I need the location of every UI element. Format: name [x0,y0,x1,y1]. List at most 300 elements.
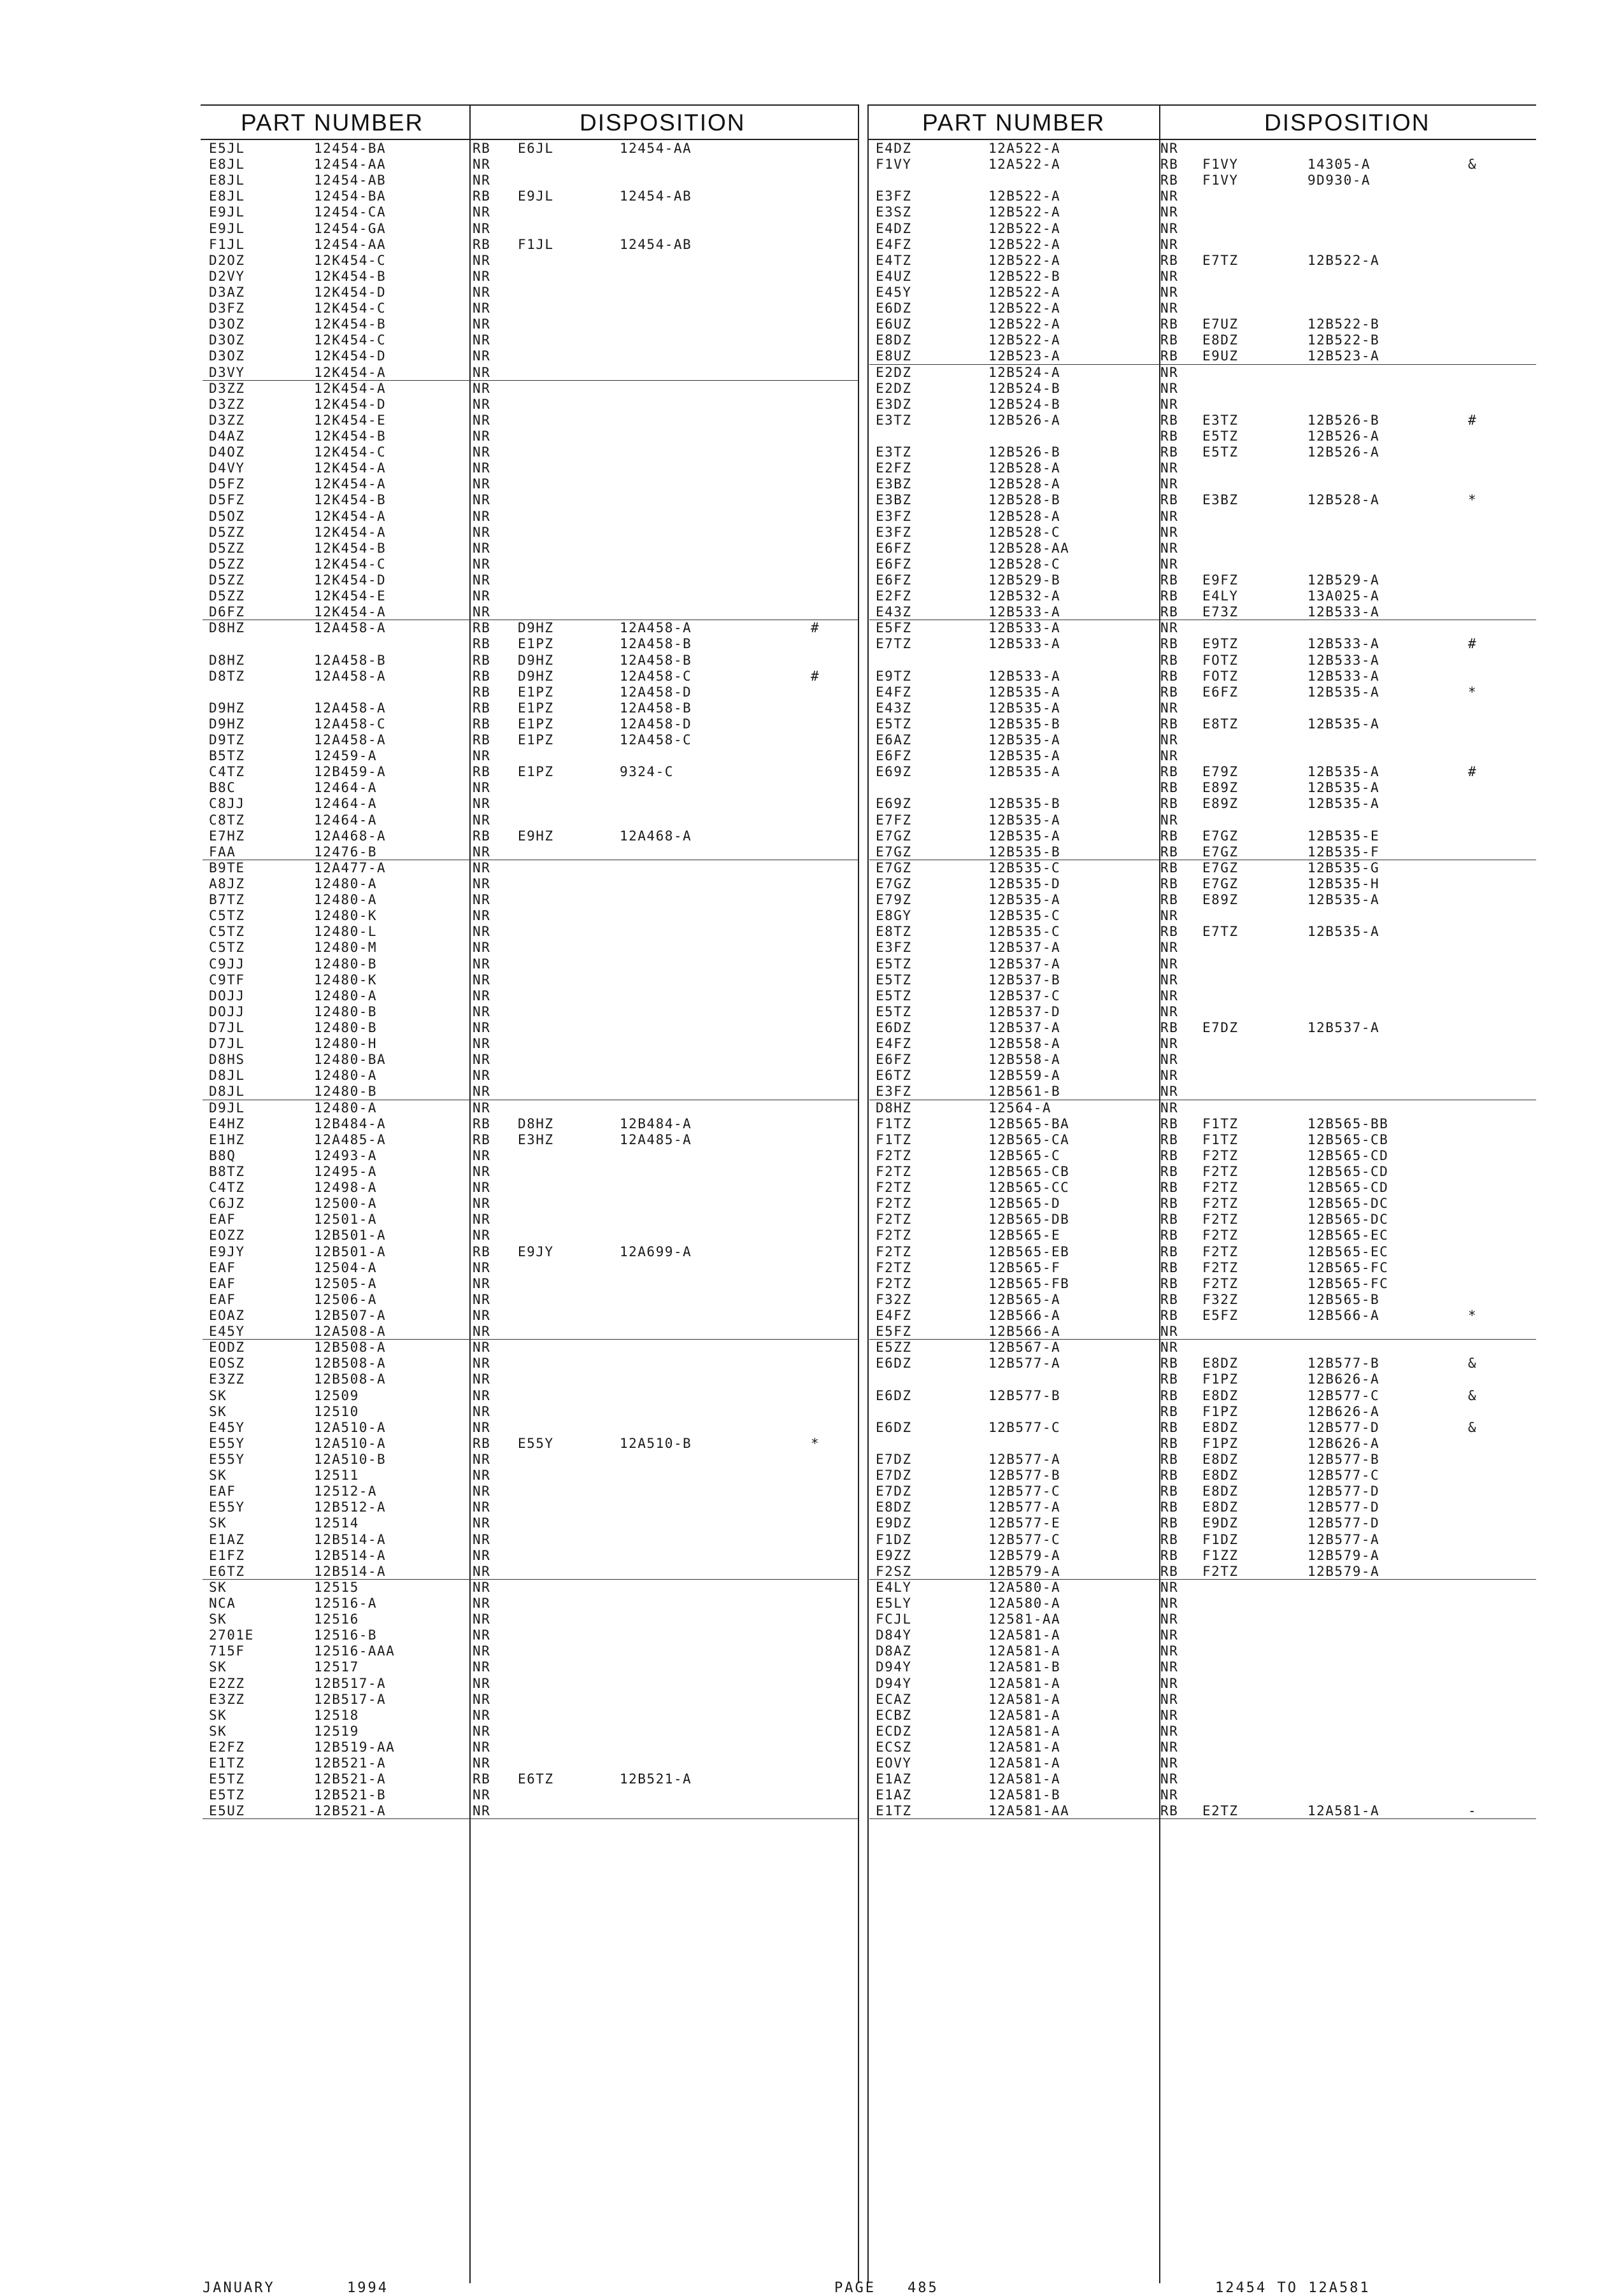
part-prefix: E2FZ [876,588,912,604]
part-prefix: E9JY [209,1244,245,1259]
replacement-number: 12A458-C [620,732,692,748]
part-number: 12454-GA [314,220,387,236]
part-number: 12B566-A [988,1324,1061,1340]
disposition-code: RB [473,236,491,252]
table-row [203,444,858,460]
part-prefix: E9JL [209,204,245,220]
replacement-prefix: E3HZ [518,1131,554,1147]
part-number: 12K454-C [314,556,387,572]
part-prefix: E4TZ [876,252,912,268]
replacement-prefix: E9DZ [1202,1515,1239,1531]
disposition-code: RB [1160,1196,1179,1212]
table-row [869,844,1536,860]
footer-range: 12454 TO 12A581 [1215,2280,1371,2296]
replacement-prefix: E1PZ [518,764,554,780]
part-prefix: EAF [209,1291,236,1307]
part-number: 12B526-B [988,444,1061,460]
disposition-code: RB [1160,332,1179,348]
disposition-code: NR [1160,524,1179,540]
part-number: 12510 [314,1403,359,1419]
part-number: 12B522-A [988,316,1061,332]
part-prefix: E7GZ [876,876,912,892]
disposition-code: NR [1160,1612,1179,1627]
replacement-prefix: E89Z [1202,892,1239,908]
disposition-code: NR [473,1275,491,1291]
replacement-number: 12B535-A [1307,796,1380,812]
table-row [869,1180,1536,1196]
table-row [869,413,1536,429]
part-number: 12A581-A [988,1739,1061,1755]
part-prefix: DOJJ [209,988,245,1003]
disposition-code: NR [473,301,491,316]
part-number: 12B508-A [314,1340,387,1356]
replacement-number: 12B535-A [1307,764,1380,780]
table-row [203,1212,858,1228]
part-number: 12B565-CB [988,1164,1070,1179]
part-number: 12480-K [314,972,378,988]
table-row [203,812,858,828]
table-row [203,1659,858,1675]
disposition-code: NR [1160,540,1179,556]
disposition-code: NR [473,908,491,924]
replacement-number: 12B535-A [1307,780,1380,796]
disposition-code: NR [1160,1324,1179,1340]
part-number: 12B577-B [988,1387,1061,1403]
table-row [869,764,1536,780]
disposition-code: NR [473,1675,491,1691]
disposition-code: NR [1160,812,1179,828]
part-number: 12516-AAA [314,1643,395,1659]
disposition-code: NR [473,396,491,412]
table-row [203,1052,858,1068]
disposition-code: NR [473,1371,491,1387]
part-number: 12B522-A [988,252,1061,268]
part-prefix: ECAZ [876,1691,912,1707]
table-row [203,620,858,636]
part-prefix: E4DZ [876,220,912,236]
part-prefix: D8AZ [876,1643,912,1659]
replacement-prefix: F2TZ [1202,1563,1239,1579]
table-row [203,1676,858,1692]
part-number: 12581-AA [988,1612,1061,1627]
disposition-code: RB [1160,1563,1179,1579]
replacement-prefix: E2TZ [1202,1803,1239,1819]
part-prefix: B9TE [209,860,245,875]
replacement-number: 12B533-A [1307,652,1380,668]
part-prefix: D5ZZ [209,540,245,556]
part-prefix: E6FZ [876,556,912,572]
part-prefix: D3OZ [209,332,245,348]
part-prefix: E4FZ [876,1036,912,1052]
part-prefix: D84Y [876,1627,912,1643]
table-row [869,332,1536,348]
replacement-prefix: F2TZ [1202,1196,1239,1212]
replacement-prefix: F1PZ [1202,1403,1239,1419]
disposition-code: NR [473,1307,491,1323]
part-number: 12480-B [314,1084,378,1100]
part-number: 12B565-D [988,1196,1061,1212]
part-number: 12B521-A [314,1755,387,1771]
part-prefix: 715F [209,1643,245,1659]
part-prefix: C9TF [209,972,245,988]
part-number: 12B565-E [988,1228,1061,1244]
part-prefix: D94Y [876,1675,912,1691]
disposition-code: NR [473,1403,491,1419]
part-number: 12514 [314,1515,359,1531]
table-row [869,860,1536,876]
part-number: 12A458-A [314,700,387,716]
replacement-prefix: F1JL [518,236,554,252]
part-number: 12K454-B [314,268,387,284]
disposition-code: RB [473,141,491,156]
disposition-code: NR [473,1180,491,1196]
part-number: 12A581-AA [988,1803,1070,1819]
replacement-prefix: FOTZ [1202,668,1239,684]
table-row [869,669,1536,684]
disposition-code: NR [473,1515,491,1531]
replacement-number: 12B565-CD [1307,1147,1389,1163]
table-row [869,956,1536,972]
disposition-code: NR [473,220,491,236]
part-prefix: E4DZ [876,141,912,156]
disposition-code: NR [1160,508,1179,524]
part-number: 12A510-A [314,1419,387,1435]
disposition-code: NR [473,1020,491,1036]
part-prefix: E5TZ [876,988,912,1003]
table-row [869,1132,1536,1148]
table-row [869,1228,1536,1244]
part-prefix: E2ZZ [209,1675,245,1691]
replacement-prefix: F1VY [1202,173,1239,188]
disposition-code: RB [1160,716,1179,732]
part-number: 12B529-B [988,572,1061,588]
disposition-code: RB [1160,796,1179,812]
replacement-number: 12B565-DC [1307,1196,1389,1212]
table-row [869,1388,1536,1404]
part-prefix: F2TZ [876,1259,912,1275]
part-prefix: SK [209,1387,227,1403]
replacement-prefix: E1PZ [518,700,554,716]
disposition-code: NR [473,1531,491,1547]
part-number: 12516 [314,1612,359,1627]
part-prefix: E4FZ [876,236,912,252]
table-row [869,1340,1536,1356]
disposition-code: NR [1160,940,1179,956]
disposition-code: RB [1160,1164,1179,1179]
part-number: 12480-B [314,956,378,972]
part-number: 12B537-A [988,956,1061,972]
part-prefix: B8C [209,780,236,796]
part-prefix: ECSZ [876,1739,912,1755]
table-row [869,796,1536,812]
part-number: 12K454-D [314,348,387,364]
part-number: 12K454-A [314,508,387,524]
part-number: 12512-A [314,1484,378,1499]
disposition-code: NR [1160,1675,1179,1691]
disposition-code: RB [1160,1228,1179,1244]
table-row [869,1116,1536,1132]
disposition-code: NR [473,956,491,972]
disposition-code: NR [1160,732,1179,748]
table-row [869,1020,1536,1036]
replacement-number: 12B535-A [1307,716,1380,732]
part-number: 12B565-C [988,1147,1061,1163]
disposition-code: RB [1160,1275,1179,1291]
table-row [203,1100,858,1116]
part-number: 12B535-B [988,844,1061,860]
table-row [203,525,858,541]
part-prefix: E1TZ [876,1803,912,1819]
disposition-code: NR [1160,364,1179,380]
disposition-code: NR [473,268,491,284]
replacement-prefix: E8DZ [1202,1451,1239,1467]
replacement-number: 13A025-A [1307,588,1380,604]
replacement-number: 12A485-A [620,1131,692,1147]
part-number: 12515 [314,1579,359,1595]
part-number: 12B577-C [988,1531,1061,1547]
part-prefix: SK [209,1659,227,1675]
disposition-code: NR [473,348,491,364]
disposition-code: RB [473,684,491,700]
part-number: 12B565-FB [988,1275,1070,1291]
note-mark: # [1468,412,1478,428]
table-row [869,1692,1536,1708]
table-row [203,716,858,732]
table-row [203,860,858,876]
disposition-code: RB [1160,1212,1179,1228]
part-prefix: E5FZ [876,620,912,636]
table-row [203,924,858,940]
table-row [203,1356,858,1371]
part-number: 12A477-A [314,860,387,875]
part-prefix: E5TZ [209,1771,245,1787]
part-prefix: E8JL [209,157,245,173]
replacement-number: 12B565-CB [1307,1131,1389,1147]
part-prefix: E5JL [209,141,245,156]
disposition-code: NR [473,1356,491,1371]
part-prefix: E5FZ [876,1324,912,1340]
table-row [203,1180,858,1196]
part-number: 12A581-A [988,1643,1061,1659]
part-number: 12B521-A [314,1803,387,1819]
part-prefix: E7TZ [876,636,912,652]
disposition-code: NR [473,316,491,332]
part-prefix: E3ZZ [209,1691,245,1707]
table-row [203,556,858,572]
part-number: 12B535-A [988,764,1061,780]
replacement-prefix: E7GZ [1202,828,1239,844]
part-prefix: E6FZ [876,1052,912,1068]
disposition-code: NR [473,588,491,604]
part-number: 12K454-A [314,604,387,620]
table-row [869,732,1536,748]
part-number: 12516-B [314,1627,378,1643]
table-row [869,588,1536,604]
part-prefix: E55Y [209,1451,245,1467]
table-row [203,1068,858,1084]
replacement-prefix: E8DZ [1202,1468,1239,1484]
part-prefix: E6FZ [876,748,912,764]
note-mark: & [1468,1356,1478,1371]
part-number: 12B565-F [988,1259,1061,1275]
table-row [203,892,858,908]
table-row [869,237,1536,253]
table-row [203,316,858,332]
part-number: 12B522-A [988,220,1061,236]
table-row [869,285,1536,301]
part-number: 12454-AA [314,157,387,173]
disposition-code: NR [1160,972,1179,988]
table-row [869,1436,1536,1452]
disposition-code: NR [473,1340,491,1356]
part-prefix: E5LY [876,1595,912,1611]
part-number: 12B524-B [988,380,1061,396]
part-number: 12504-A [314,1259,378,1275]
part-number: 12519 [314,1723,359,1739]
table-row [869,988,1536,1004]
part-prefix: C5TZ [209,924,245,940]
part-prefix: E5TZ [209,1787,245,1803]
disposition-code: RB [473,636,491,652]
disposition-code: NR [473,1212,491,1228]
table-row [203,1755,858,1771]
part-prefix: E3FZ [876,940,912,956]
disposition-code: NR [1160,700,1179,716]
part-prefix: D3FZ [209,301,245,316]
left-part-number-header: PART NUMBER [241,110,424,136]
disposition-code: NR [473,428,491,444]
table-row [203,413,858,429]
table-row [203,476,858,492]
part-prefix: C4TZ [209,1180,245,1196]
disposition-code: RB [1160,1371,1179,1387]
part-number: 12B565-BA [988,1116,1070,1131]
part-number: 12B577-E [988,1515,1061,1531]
part-number: 12B528-B [988,492,1061,508]
part-number: 12B526-A [988,412,1061,428]
part-number: 12B566-A [988,1307,1061,1323]
replacement-number: 12A458-B [620,636,692,652]
replacement-prefix: E7GZ [1202,844,1239,860]
table-row [869,1580,1536,1596]
disposition-code: NR [473,1052,491,1068]
table-row [869,1803,1536,1819]
part-number: 12B579-A [988,1563,1061,1579]
part-number: 12K454-A [314,524,387,540]
replacement-prefix: E8DZ [1202,1499,1239,1515]
part-prefix: E5TZ [876,956,912,972]
part-prefix: E55Y [209,1499,245,1515]
disposition-code: NR [473,860,491,875]
table-row [869,204,1536,220]
disposition-code: NR [1160,1052,1179,1068]
table-row [869,1356,1536,1371]
header-rule-left [201,139,858,140]
disposition-code: NR [1160,956,1179,972]
disposition-code: NR [1160,1595,1179,1611]
part-prefix: EAF [209,1275,236,1291]
disposition-code: NR [473,844,491,860]
part-number: 12518 [314,1707,359,1723]
disposition-code: RB [1160,876,1179,892]
replacement-prefix: E3TZ [1202,412,1239,428]
replacement-number: 12B579-A [1307,1547,1380,1563]
part-prefix: E7GZ [876,844,912,860]
table-row [869,1260,1536,1276]
table-row [203,876,858,892]
disposition-code: NR [473,876,491,892]
table-row [203,1196,858,1212]
replacement-prefix: E6TZ [518,1771,554,1787]
part-number: 12480-A [314,876,378,892]
disposition-code: RB [1160,1468,1179,1484]
replacement-number: 12B626-A [1307,1435,1380,1451]
part-number: 12K454-A [314,476,387,492]
disposition-code: NR [1160,1627,1179,1643]
part-prefix: B8TZ [209,1164,245,1179]
part-number: 12B519-AA [314,1739,395,1755]
table-row [203,588,858,604]
part-prefix: NCA [209,1595,236,1611]
part-prefix: D8JL [209,1068,245,1084]
table-row [869,1676,1536,1692]
part-number: 12B535-D [988,876,1061,892]
part-prefix: E8JL [209,188,245,204]
part-prefix: D6FZ [209,604,245,620]
part-number: 12506-A [314,1291,378,1307]
replacement-number: 12454-AB [620,236,692,252]
replacement-number: 12B565-FC [1307,1259,1389,1275]
replacement-prefix: E8DZ [1202,1387,1239,1403]
replacement-prefix: F2TZ [1202,1212,1239,1228]
replacement-number: 12B526-B [1307,412,1380,428]
table-row [203,188,858,204]
disposition-code: NR [473,476,491,492]
replacement-number: 12B535-E [1307,828,1380,844]
part-number: 12A458-A [314,668,387,684]
disposition-code: NR [1160,620,1179,636]
table-row [203,1580,858,1596]
table-row [869,892,1536,908]
table-row [203,669,858,684]
part-number: 12454-BA [314,141,387,156]
part-prefix: E3SZ [876,204,912,220]
replacement-prefix: E9UZ [1202,348,1239,364]
part-prefix: E4FZ [876,684,912,700]
disposition-code: RB [473,732,491,748]
table-row [869,173,1536,188]
part-prefix: D8HZ [209,620,245,636]
disposition-code: NR [473,1484,491,1499]
note-mark: # [811,620,820,636]
footer-page-label: PAGE [834,2280,876,2296]
replacement-prefix: E6JL [518,141,554,156]
replacement-number: 12B522-A [1307,252,1380,268]
replacement-number: 12B535-A [1307,684,1380,700]
disposition-code: NR [473,1659,491,1675]
disposition-code: NR [473,204,491,220]
part-number: 12B565-EB [988,1244,1070,1259]
disposition-code: NR [473,1036,491,1052]
part-prefix: E6UZ [876,316,912,332]
disposition-code: RB [1160,892,1179,908]
replacement-number: 12B528-A [1307,492,1380,508]
part-number: 12B501-A [314,1244,387,1259]
disposition-code: NR [473,1643,491,1659]
part-prefix: F32Z [876,1291,912,1307]
part-number: 12B528-A [988,508,1061,524]
part-prefix: DOJJ [209,1003,245,1019]
